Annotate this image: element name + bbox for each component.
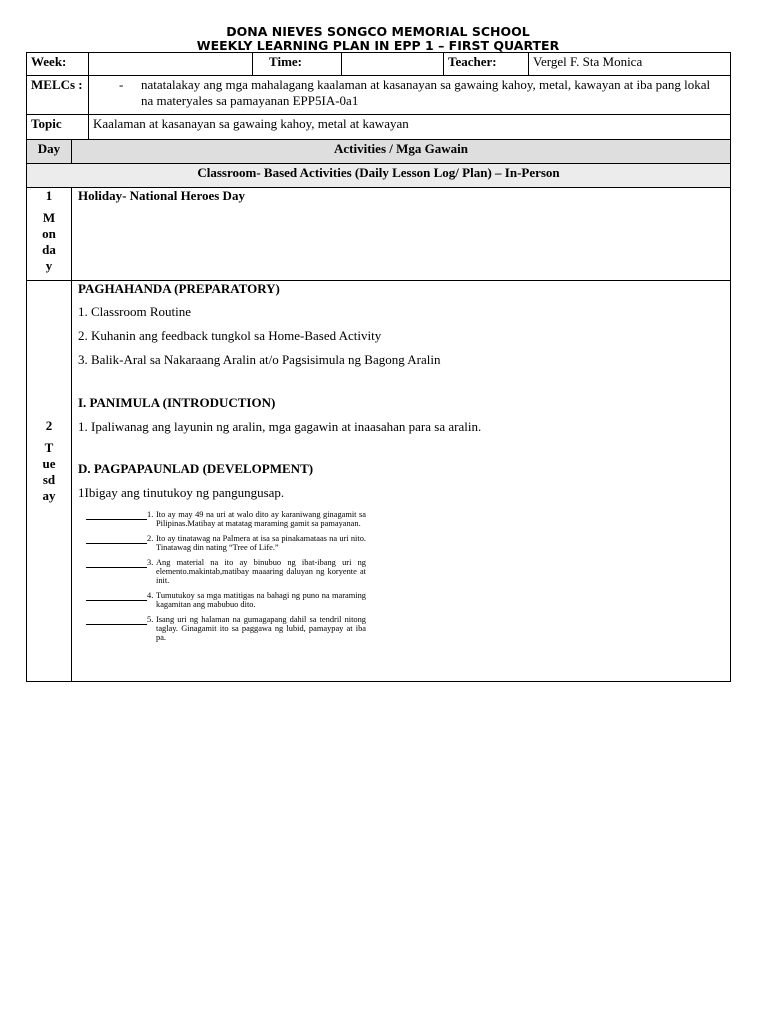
time-field bbox=[342, 53, 444, 75]
question-item bbox=[86, 510, 724, 529]
time-teacher-cell bbox=[342, 53, 731, 76]
day-name-part: ay bbox=[42, 488, 56, 503]
dev-item: 1Ibigay ang tinutukoy ng pangungusap. bbox=[78, 485, 285, 500]
day-cell-tuesday bbox=[27, 281, 72, 682]
topic-value: Kaalaman at kasanayan sa gawaing kahoy, metal at kawayan bbox=[89, 115, 731, 140]
melcs-text: natatalakay ang mga mahalagang kaalaman at kasanayan sa gawaing kahoy, metal, kawayan at iba pang lokal na materyales sa pamayanan EPP5IA-0a1 bbox=[141, 77, 711, 108]
question-item bbox=[86, 591, 724, 610]
question-text: Ito ay tinatawag na Palmera at isa sa pinakamataas na uri nito. Tinatawag din nating “Tree of Life.” bbox=[156, 533, 366, 553]
answer-blank bbox=[86, 510, 147, 520]
melcs-row bbox=[27, 76, 731, 115]
answer-blank bbox=[86, 591, 147, 601]
teacher-label: Teacher: bbox=[444, 53, 529, 75]
prep-item: 1. Classroom Routine bbox=[78, 304, 192, 319]
day-name-part: y bbox=[45, 258, 53, 273]
topic-row bbox=[27, 115, 731, 140]
time-label: Time: bbox=[253, 53, 342, 76]
answer-blank bbox=[86, 558, 147, 568]
info-row bbox=[27, 53, 731, 76]
day-name-part: M bbox=[42, 210, 56, 225]
question-item bbox=[86, 615, 724, 643]
question-text: Isang uri ng halaman na gumagapang dahil sa tendril nitong taglay. Ginagamit ito sa paggawa ng lubid, pamaypay at iba pa. bbox=[156, 614, 366, 643]
question-item bbox=[86, 558, 724, 586]
question-number: 3. bbox=[147, 557, 154, 567]
question-number: 1. bbox=[147, 510, 154, 519]
day-name-part: ue bbox=[42, 456, 56, 471]
topic-label: Topic bbox=[27, 115, 89, 140]
day-cell-monday bbox=[27, 188, 72, 281]
prep-item: 3. Balik-Aral sa Nakaraang Aralin at/o Pagsisimula ng Bagong Aralin bbox=[78, 352, 441, 367]
answer-blank bbox=[86, 615, 147, 625]
day-name-part: da bbox=[42, 242, 56, 257]
dev-heading: D. PAGPAPAUNLAD (DEVELOPMENT) bbox=[78, 461, 314, 476]
question-number: 2. bbox=[147, 533, 154, 543]
day-header: Day bbox=[27, 140, 72, 164]
learning-plan-table bbox=[26, 52, 731, 682]
intro-item: 1. Ipaliwanag ang layunin ng aralin, mga gagawin at inaasahan para sa aralin. bbox=[78, 419, 482, 434]
week-label: Week: bbox=[27, 53, 89, 76]
teacher-name: Vergel F. Sta Monica bbox=[533, 54, 643, 69]
week-field bbox=[89, 53, 253, 76]
question-text: Ito ay may 49 na uri at walo dito ay karaniwang ginagamit sa Pilipinas.Matibay at matatag maraming gamit sa pamayanan. bbox=[156, 510, 366, 529]
monday-content: Holiday- National Heroes Day bbox=[72, 188, 731, 281]
intro-heading: I. PANIMULA (INTRODUCTION) bbox=[78, 395, 276, 410]
classroom-header: Classroom- Based Activities (Daily Lesson Log/ Plan) – In-Person bbox=[27, 164, 731, 188]
question-text: Ang material na ito ay binubuo ng ibat-ibang uri ng elemento.makintab,matibay maaaring daluyan ng koryente at init. bbox=[156, 557, 366, 586]
question-text: Tumutukoy sa mga matitigas na bahagi ng puno na maraming kagamitan ang mabubuo dito. bbox=[156, 590, 366, 610]
tuesday-content bbox=[72, 281, 731, 682]
day-number: 1 bbox=[45, 188, 53, 203]
melcs-label: MELCs : bbox=[27, 76, 89, 115]
activities-header: Activities / Mga Gawain bbox=[72, 140, 731, 164]
question-item bbox=[86, 534, 724, 553]
day-number: 2 bbox=[45, 418, 53, 433]
plan-title: WEEKLY LEARNING PLAN IN EPP 1 – FIRST QUARTER bbox=[196, 38, 560, 53]
question-number: 4. bbox=[147, 590, 154, 600]
classroom-row bbox=[27, 164, 731, 188]
melcs-dash: - bbox=[119, 77, 124, 92]
day-header-row bbox=[27, 140, 731, 164]
day-row-tuesday bbox=[27, 281, 731, 682]
prep-item: 2. Kuhanin ang feedback tungkol sa Home-Based Activity bbox=[78, 328, 382, 343]
question-number: 5. bbox=[147, 614, 154, 624]
day-row-monday bbox=[27, 188, 731, 281]
prep-heading: PAGHAHANDA (PREPARATORY) bbox=[78, 281, 280, 296]
day-name-part: sd bbox=[42, 472, 56, 487]
answer-blank bbox=[86, 534, 147, 544]
day-name-part: on bbox=[42, 226, 56, 241]
school-name: DONA NIEVES SONGCO MEMORIAL SCHOOL bbox=[226, 24, 530, 39]
day-name-part: T bbox=[44, 440, 54, 455]
melcs-cell bbox=[89, 76, 731, 115]
question-list bbox=[86, 510, 724, 643]
